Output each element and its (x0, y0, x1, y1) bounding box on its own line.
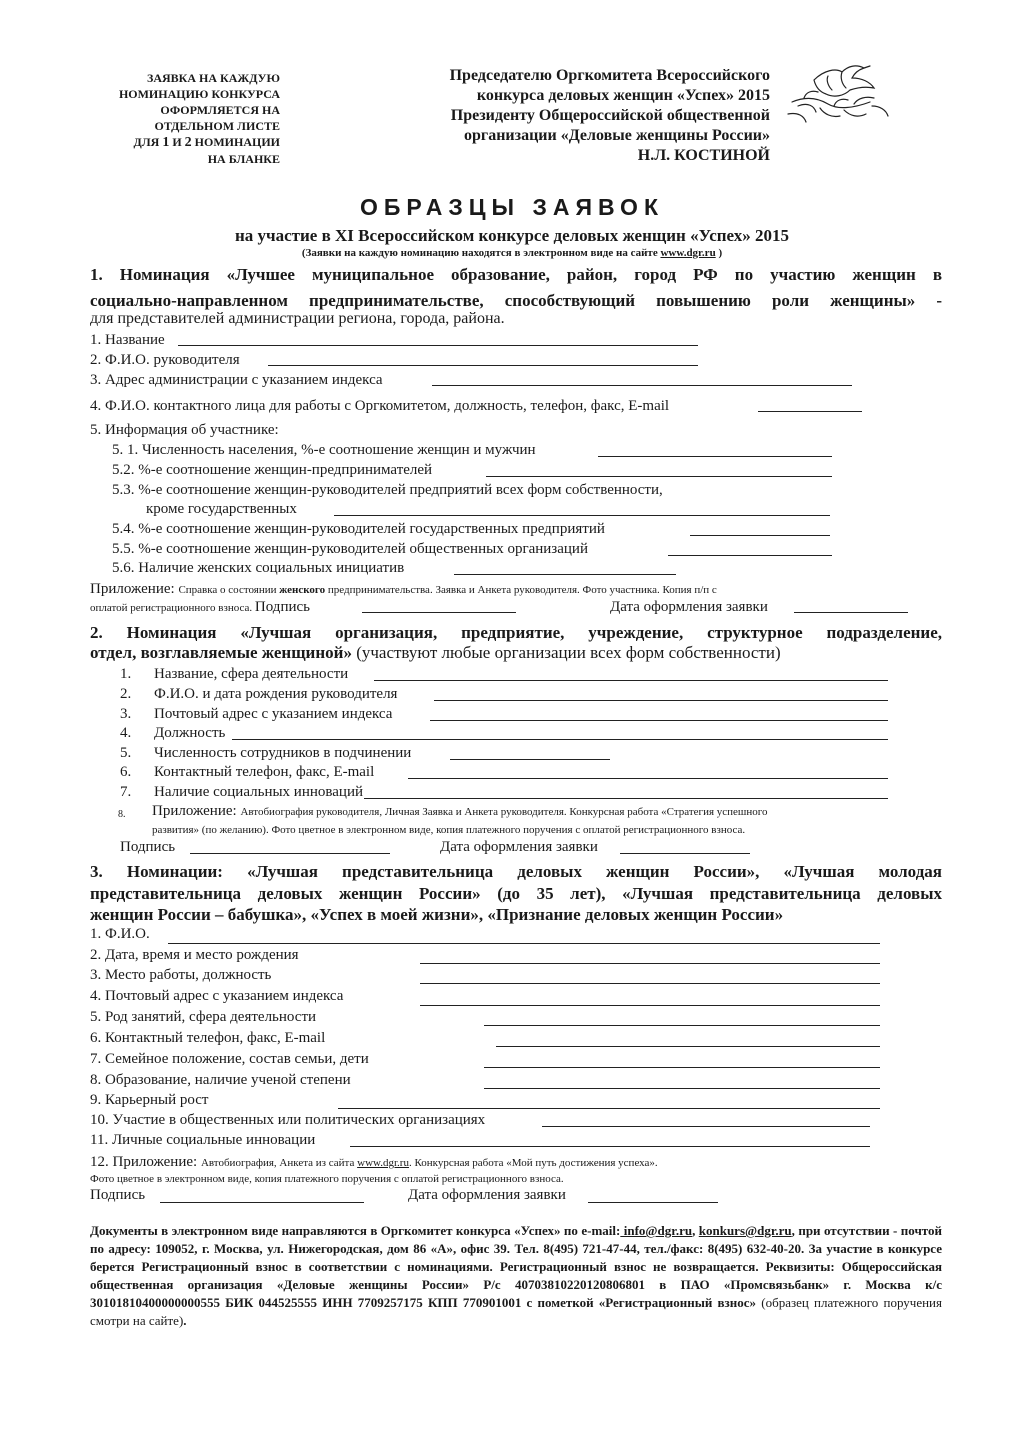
section-3-heading-line-2: представительница деловых женщин России» (до 35 лет), «Лучшая представительница деловых (90, 884, 942, 903)
s3-field-education: 8. Образование, наличие ученой степени (90, 1072, 351, 1088)
s3-field-address-line[interactable] (420, 1005, 880, 1006)
s3-field-career: 9. Карьерный рост (90, 1092, 209, 1108)
page-title: ОБРАЗЦЫ ЗАЯВОК (360, 194, 664, 220)
s1-field-head (90, 351, 240, 369)
s1-field-name (90, 331, 165, 349)
section-1-heading-line-3: для представителей администрации региона, города, района. (90, 310, 505, 327)
addressee-line-5: Н.Л. КОСТИНОЙ (637, 147, 770, 164)
s1-field-5-4: 5.4. %-е соотношение женщин-руководителей государственных предприятий (112, 521, 605, 537)
s1-field-5-6-line[interactable] (454, 574, 676, 575)
s2-field-number: 1. (120, 666, 132, 682)
s3-appendix-line-2: Фото цветное в электронном виде, копия платежного поручения с оплатой регистрационного взноса. (90, 1173, 564, 1185)
s3-field-occupation: 5. Род занятий, сфера деятельности (90, 1009, 317, 1025)
s3-field-contact: 6. Контактный телефон, факс, E-mail (90, 1030, 326, 1046)
s2-field-number: 7. (120, 784, 132, 800)
s3-field-organizations-line[interactable] (542, 1126, 870, 1127)
footer-text-4: . (183, 1313, 187, 1328)
s1-field-5-3-line[interactable] (334, 515, 830, 516)
s3-signature-line[interactable] (160, 1202, 364, 1203)
s2-field-number: 5. (120, 745, 132, 761)
s3-field-birth-line[interactable] (420, 963, 880, 964)
s3-field-fio: 1. Ф.И.О. (90, 926, 150, 942)
addressee-line-3: Президенту Общероссийской общественной (450, 107, 770, 124)
s1-field-address-label: 3. Адрес администрации с указанием индекса (90, 372, 383, 388)
s3-signature-label: Подпись (90, 1187, 146, 1203)
s1-appendix-bold: женского (279, 584, 326, 596)
s1-field-5-5-line[interactable] (668, 555, 832, 556)
s1-signature-label: Подпись (254, 599, 310, 615)
footer-contact-info (90, 1222, 942, 1330)
s2-field-item (120, 744, 411, 762)
s3-appendix-label: 12. Приложение: (90, 1154, 201, 1170)
s2-appendix-text-1: Автобиография руководителя, Личная Заявка и Анкета руководителя. Конкурсная работа «Стратегия успешного (240, 806, 768, 818)
s1-field-5-3-cont: кроме государственных (146, 501, 297, 517)
s2-appendix (152, 802, 768, 821)
addressee-line-4: организации «Деловые женщины России» (464, 127, 770, 144)
note-line-6: НА БЛАНКЕ (207, 152, 280, 166)
section-1-heading-line-2: социально-направленном предпринимательстве, способствующий повышению роли женщины» - (90, 291, 942, 310)
footer-email-konkurs[interactable]: konkurs@dgr.ru (698, 1223, 792, 1238)
s2-signature-label: Подпись (120, 839, 176, 855)
s2-field-line[interactable] (408, 778, 888, 779)
s3-field-work: 3. Место работы, должность (90, 967, 272, 983)
s1-field-5-1-line[interactable] (598, 456, 832, 457)
s1-appendix-text-3: оплатой регистрационного взноса. (90, 602, 255, 614)
s3-field-innovations: 11. Личные социальные инновации (90, 1132, 316, 1148)
footer-text-1: Документы в электронном виде направляются в Оргкомитет конкурса «Успех» по e-mail: (90, 1223, 621, 1238)
s1-field-name-line[interactable] (178, 345, 698, 346)
section-2-heading-line-1: 2. Номинация «Лучшая организация, предприятие, учреждение, структурное подразделение, (90, 623, 942, 642)
footer-text-2: , при отсутствии - почтой по адресу: 109052, г. Москва, ул. Нижегородская, дом 86 «А», офис 39. Тел. 8(495) 721-47-44, тел./факс: 8(495) 632-40-20. За участие в конкурсе берется Регистрационный взнос в соответствии с номинациями. Регистрационный взнос не возвращается. Реквизиты: Общероссийская общественная организация «Деловые женщины России» Р/с 40703810220120806801 в ПАО «Промсвязьбанк» г. Москва к/с 30101810400000000555 БИК 044525555 ИНН 7709257175 КПП 770901001 с пометкой «Регистрационный взнос» (90, 1223, 942, 1310)
s2-date-label: Дата оформления заявки (440, 839, 598, 855)
s2-field-line[interactable] (430, 720, 888, 721)
s2-field-line[interactable] (434, 700, 888, 701)
s3-field-innovations-line[interactable] (350, 1146, 870, 1147)
s3-field-family-line[interactable] (484, 1067, 880, 1068)
footer-text-3: (образец платежного поручения смотри на сайте) (90, 1295, 942, 1328)
note-line-5a: ДЛЯ (133, 135, 163, 149)
s2-field-item (120, 665, 348, 683)
s1-field-head-label: 2. Ф.И.О. руководителя (90, 352, 240, 368)
note-line-5c: И (169, 135, 185, 149)
s2-field-item (120, 724, 225, 742)
s2-field-item (120, 763, 374, 781)
s2-appendix-number: 8. (118, 809, 126, 820)
s3-field-organizations: 10. Участие в общественных или политических организациях (90, 1112, 486, 1128)
subnote-end: ) (715, 247, 723, 259)
s2-appendix-text-2: развития» (по желанию). Фото цветное в электронном виде, копия платежного поручения с оплатой регистрационного взноса. (152, 824, 746, 836)
site-link[interactable]: www.dgr.ru (660, 247, 716, 259)
s1-appendix-text-2: предпринимательства. Заявка и Анкета руководителя. Фото участника. Копия п/п с (325, 584, 717, 596)
dove-logo-icon (784, 62, 894, 130)
s1-field-5-4-line[interactable] (690, 535, 830, 536)
s2-field-item (120, 783, 363, 801)
s2-field-label: Численность сотрудников в подчинении (154, 745, 412, 761)
s2-field-label: Ф.И.О. и дата рождения руководителя (154, 686, 398, 702)
s2-field-number: 6. (120, 764, 132, 780)
s1-field-5-1: 5. 1. Численность населения, %-е соотношение женщин и мужчин (112, 442, 536, 458)
s3-date-line[interactable] (588, 1202, 718, 1203)
s1-field-contact-label: 4. Ф.И.О. контактного лица для работы с Оргкомитетом, должность, телефон, факс, E-mail (90, 398, 670, 414)
note-line-5 (88, 134, 280, 151)
footer-email-info[interactable]: info@dgr.ru (620, 1223, 693, 1238)
page-subtitle: на участие в XI Всероссийском конкурсе деловых женщин «Успех» 2015 (234, 226, 790, 245)
s1-field-5-6: 5.6. Наличие женских социальных инициатив (112, 560, 405, 576)
subtitle-note (0, 247, 1024, 259)
s2-field-label: Должность (154, 725, 226, 741)
s2-field-label: Почтовый адрес с указанием индекса (154, 706, 393, 722)
top-note (88, 70, 280, 167)
s3-field-contact-line[interactable] (496, 1046, 880, 1047)
s3-field-occupation-line[interactable] (484, 1025, 880, 1026)
s2-field-line[interactable] (232, 739, 888, 740)
s3-appendix-text-2: . Конкурсная работа «Мой путь достижения успеха». (408, 1157, 658, 1169)
s2-field-item (120, 685, 397, 703)
note-line-5b: 1 (162, 135, 170, 150)
note-line-1: ЗАЯВКА НА КАЖДУЮ (147, 71, 280, 85)
s1-appendix-text-1: Справка о состоянии (178, 584, 280, 596)
s2-field-item (120, 705, 392, 723)
s2-field-line[interactable] (450, 759, 610, 760)
s1-date-label: Дата оформления заявки (610, 599, 768, 615)
s1-field-contact (90, 397, 669, 415)
note-line-2: НОМИНАЦИЮ КОНКУРСА (118, 87, 280, 101)
s2-appendix-label: Приложение: (152, 803, 241, 819)
s1-field-address (90, 371, 383, 389)
subnote-text: (Заявки на каждую номинацию находятся в электронном виде на сайте (301, 247, 661, 259)
note-line-4: ОТДЕЛЬНОМ ЛИСТЕ (154, 119, 280, 133)
s1-field-address-line[interactable] (432, 385, 852, 386)
s3-field-education-line[interactable] (484, 1088, 880, 1089)
s1-field-name-label: 1. Название (90, 332, 165, 348)
section-1-heading-line-1: 1. Номинация «Лучшее муниципальное образование, район, город РФ по участию женщин в (90, 265, 942, 284)
s3-appendix-text-1: Автобиография, Анкета из сайта (200, 1157, 358, 1169)
s1-field-5-2-line[interactable] (486, 476, 832, 477)
s1-field-5-2: 5.2. %-е соотношение женщин-предпринимателей (112, 462, 433, 478)
s1-field-5-3: 5.3. %-е соотношение женщин-руководителей предприятий всех форм собственности, (112, 482, 663, 498)
addressee-block (330, 66, 770, 166)
s3-field-address: 4. Почтовый адрес с указанием индекса (90, 988, 344, 1004)
s2-field-number: 4. (120, 725, 132, 741)
s2-field-label: Наличие социальных инноваций (154, 784, 364, 800)
s1-signature-line[interactable] (362, 612, 516, 613)
s1-date-line[interactable] (794, 612, 908, 613)
note-line-5d: 2 (184, 135, 192, 150)
s2-field-number: 2. (120, 686, 132, 702)
s3-field-family: 7. Семейное положение, состав семьи, дети (90, 1051, 369, 1067)
footer-comma: , (692, 1223, 699, 1238)
section-3-heading-line-3: женщин России – бабушка», «Успех в моей жизни», «Признание деловых женщин России» (90, 905, 784, 924)
s1-field-contact-line[interactable] (758, 411, 862, 412)
s1-field-5-5: 5.5. %-е соотношение женщин-руководителей общественных организаций (112, 541, 588, 557)
s1-appendix (90, 580, 717, 599)
s2-field-line[interactable] (364, 798, 888, 799)
s3-field-birth: 2. Дата, время и место рождения (90, 947, 299, 963)
s2-date-line[interactable] (620, 853, 750, 854)
addressee-line-1: Председателю Оргкомитета Всероссийского (449, 67, 770, 84)
s3-field-career-line[interactable] (338, 1108, 880, 1109)
section-2-heading-line-2 (90, 643, 781, 663)
s1-field-head-line[interactable] (268, 365, 698, 366)
s1-appendix-label: Приложение: (90, 581, 179, 597)
s3-field-work-line[interactable] (420, 983, 880, 984)
s3-appendix-link[interactable]: www.dgr.ru (357, 1157, 409, 1169)
s2-field-label: Контактный телефон, факс, E-mail (154, 764, 375, 780)
s3-field-fio-line[interactable] (168, 943, 880, 944)
s2-field-number: 3. (120, 706, 132, 722)
s2-field-line[interactable] (374, 680, 888, 681)
s2-signature-line[interactable] (190, 853, 390, 854)
s1-field-info: 5. Информация об участнике: (90, 422, 279, 438)
section-2-heading-note: (участвуют любые организации всех форм собственности) (351, 643, 781, 662)
s3-date-label: Дата оформления заявки (408, 1187, 566, 1203)
section-2-heading-bold: отдел, возглавляемые женщиной» (90, 643, 352, 662)
addressee-line-2: конкурса деловых женщин «Успех» 2015 (476, 87, 770, 104)
note-line-5e: НОМИНАЦИИ (191, 135, 280, 149)
section-3-heading-line-1: 3. Номинации: «Лучшая представительница деловых женщин России», «Лучшая молодая (90, 862, 942, 881)
s1-appendix-line-2 (90, 598, 310, 617)
s2-field-label: Название, сфера деятельности (154, 666, 349, 682)
note-line-3: ОФОРМЛЯЕТСЯ НА (160, 103, 280, 117)
